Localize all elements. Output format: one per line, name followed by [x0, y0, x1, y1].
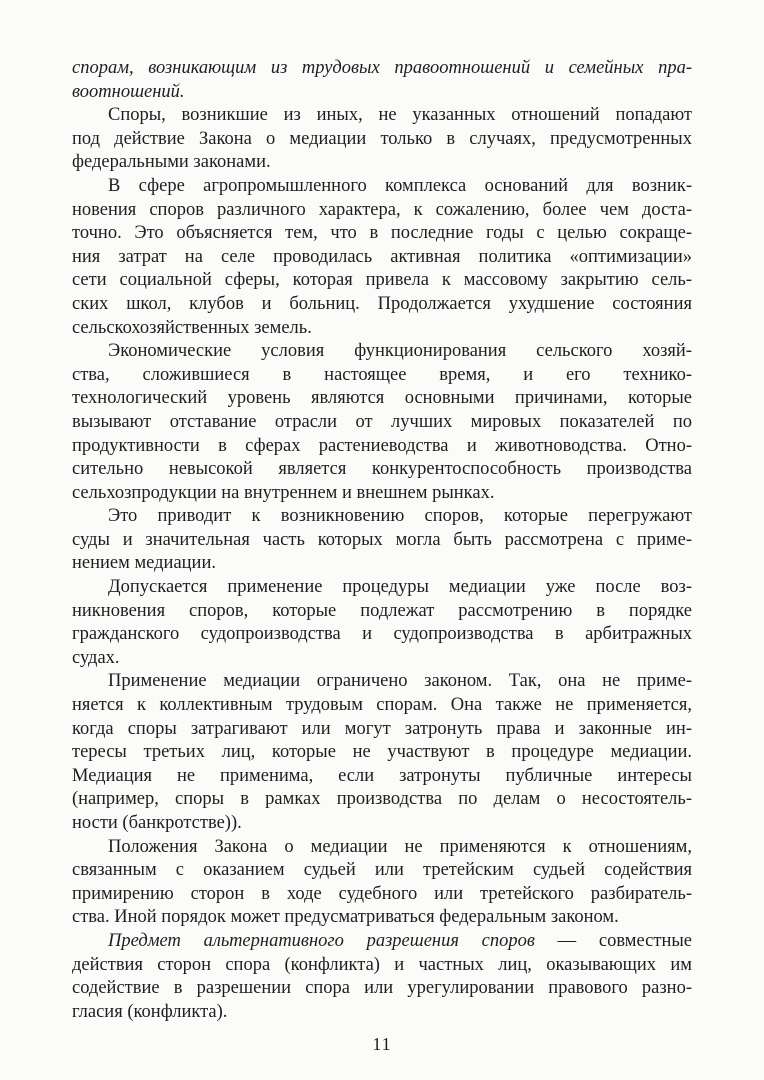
text-line: Допускается применение процедуры медиации уже после воз- [108, 577, 692, 598]
text-line: ства. Иной порядок может предусматриваться федеральным законом. [72, 907, 619, 928]
text-line: продуктивности в сферах растениеводства и животноводства. Отно- [72, 435, 692, 456]
text-line: Медиация не применима, если затронуты публичные интересы [72, 765, 692, 786]
page-number: 11 [372, 1034, 392, 1054]
paragraph [72, 104, 692, 175]
text-line: сети социальной сферы, которая привела к массовому закрытию сель- [72, 270, 692, 291]
text-line: когда споры затрагивают или могут затронуть права и законные ин- [72, 718, 692, 739]
text-line: Споры, возникшие из иных, не указанных отношений попадают [108, 105, 692, 126]
text-line: содействие в разрешении спора или урегулировании правового разно- [72, 978, 692, 999]
paragraph [72, 175, 692, 340]
text-line: Экономические условия функционирования сельского хозяй- [108, 341, 692, 362]
text-line: (например, споры в рамках производства по делам о несостоятель- [72, 789, 692, 810]
emphasis-text: Предмет альтернативного разрешения споров [108, 930, 535, 951]
body-text [72, 57, 692, 1024]
text-line: няется к коллективным трудовым спорам. Она также не применяется, [72, 695, 692, 716]
text-line: новения споров различного характера, к сожалению, более чем доста- [72, 199, 692, 220]
text-line: воотношений. [72, 81, 185, 102]
text-line: федеральными законами. [72, 152, 271, 173]
text-line: сельскохозяйственных земель. [72, 317, 312, 338]
text-line: связанным с оказанием судьей или третейским судьей содействия [72, 860, 692, 881]
text-line: В сфере агропромышленного комплекса оснований для возник- [108, 175, 692, 196]
paragraph [72, 57, 692, 104]
text-line: вызывают отставание отрасли от лучших мировых показателей по [72, 411, 692, 432]
text-line: Положения Закона о медиации не применяются к отношениям, [108, 836, 692, 857]
text-line: суды и значительная часть которых могла быть рассмотрена с приме- [72, 529, 692, 550]
text-line: Это приводит к возникновению споров, которые перегружают [108, 506, 692, 527]
text-line: Применение медиации ограничено законом. Так, она не приме- [108, 671, 692, 692]
text-line: точно. Это объясняется тем, что в последние годы с целью сокраще- [72, 223, 692, 244]
text-line: действия сторон спора (конфликта) и частных лиц, оказывающих им [72, 954, 692, 975]
text-line: спорам, возникающим из трудовых правоотношений и семейных пра- [72, 58, 692, 78]
text-line: технологический уровень являются основными причинами, которые [72, 388, 692, 409]
text-line [72, 930, 692, 954]
text-line: никновения споров, которые подлежат рассмотрению в порядке [72, 600, 692, 621]
text-line: сельхозпродукции на внутреннем и внешнем рынках. [72, 482, 495, 503]
text-line: ности (банкротстве)). [72, 813, 242, 833]
paragraph [72, 505, 692, 576]
text-line: ния затрат на селе проводилась активная политика «оптимизации» [72, 246, 692, 267]
text-line: сительно невысокой является конкурентоспособность производства [72, 459, 692, 480]
paragraph [72, 836, 692, 930]
text-line: судах. [72, 647, 120, 668]
text-line: примирению сторон в ходе судебного или третейского разбиратель- [72, 883, 692, 904]
paragraph [72, 670, 692, 835]
text-line: гласия (конфликта). [72, 1001, 228, 1022]
text-segment: — совместные [534, 930, 692, 951]
text-line: нением медиации. [72, 553, 216, 574]
paragraph [72, 576, 692, 670]
paragraph [72, 930, 692, 1024]
paragraph [72, 340, 692, 505]
text-line: ства, сложившиеся в настоящее время, и его технико- [72, 364, 692, 385]
text-line: гражданского судопроизводства и судопроизводства в арбитражных [72, 624, 692, 645]
text-line: ских школ, клубов и больниц. Продолжается ухудшение состояния [72, 293, 692, 314]
text-line: тересы третьих лиц, которые не участвуют в процедуре медиации. [72, 742, 692, 763]
text-line: под действие Закона о медиации только в случаях, предусмотренных [72, 128, 692, 149]
